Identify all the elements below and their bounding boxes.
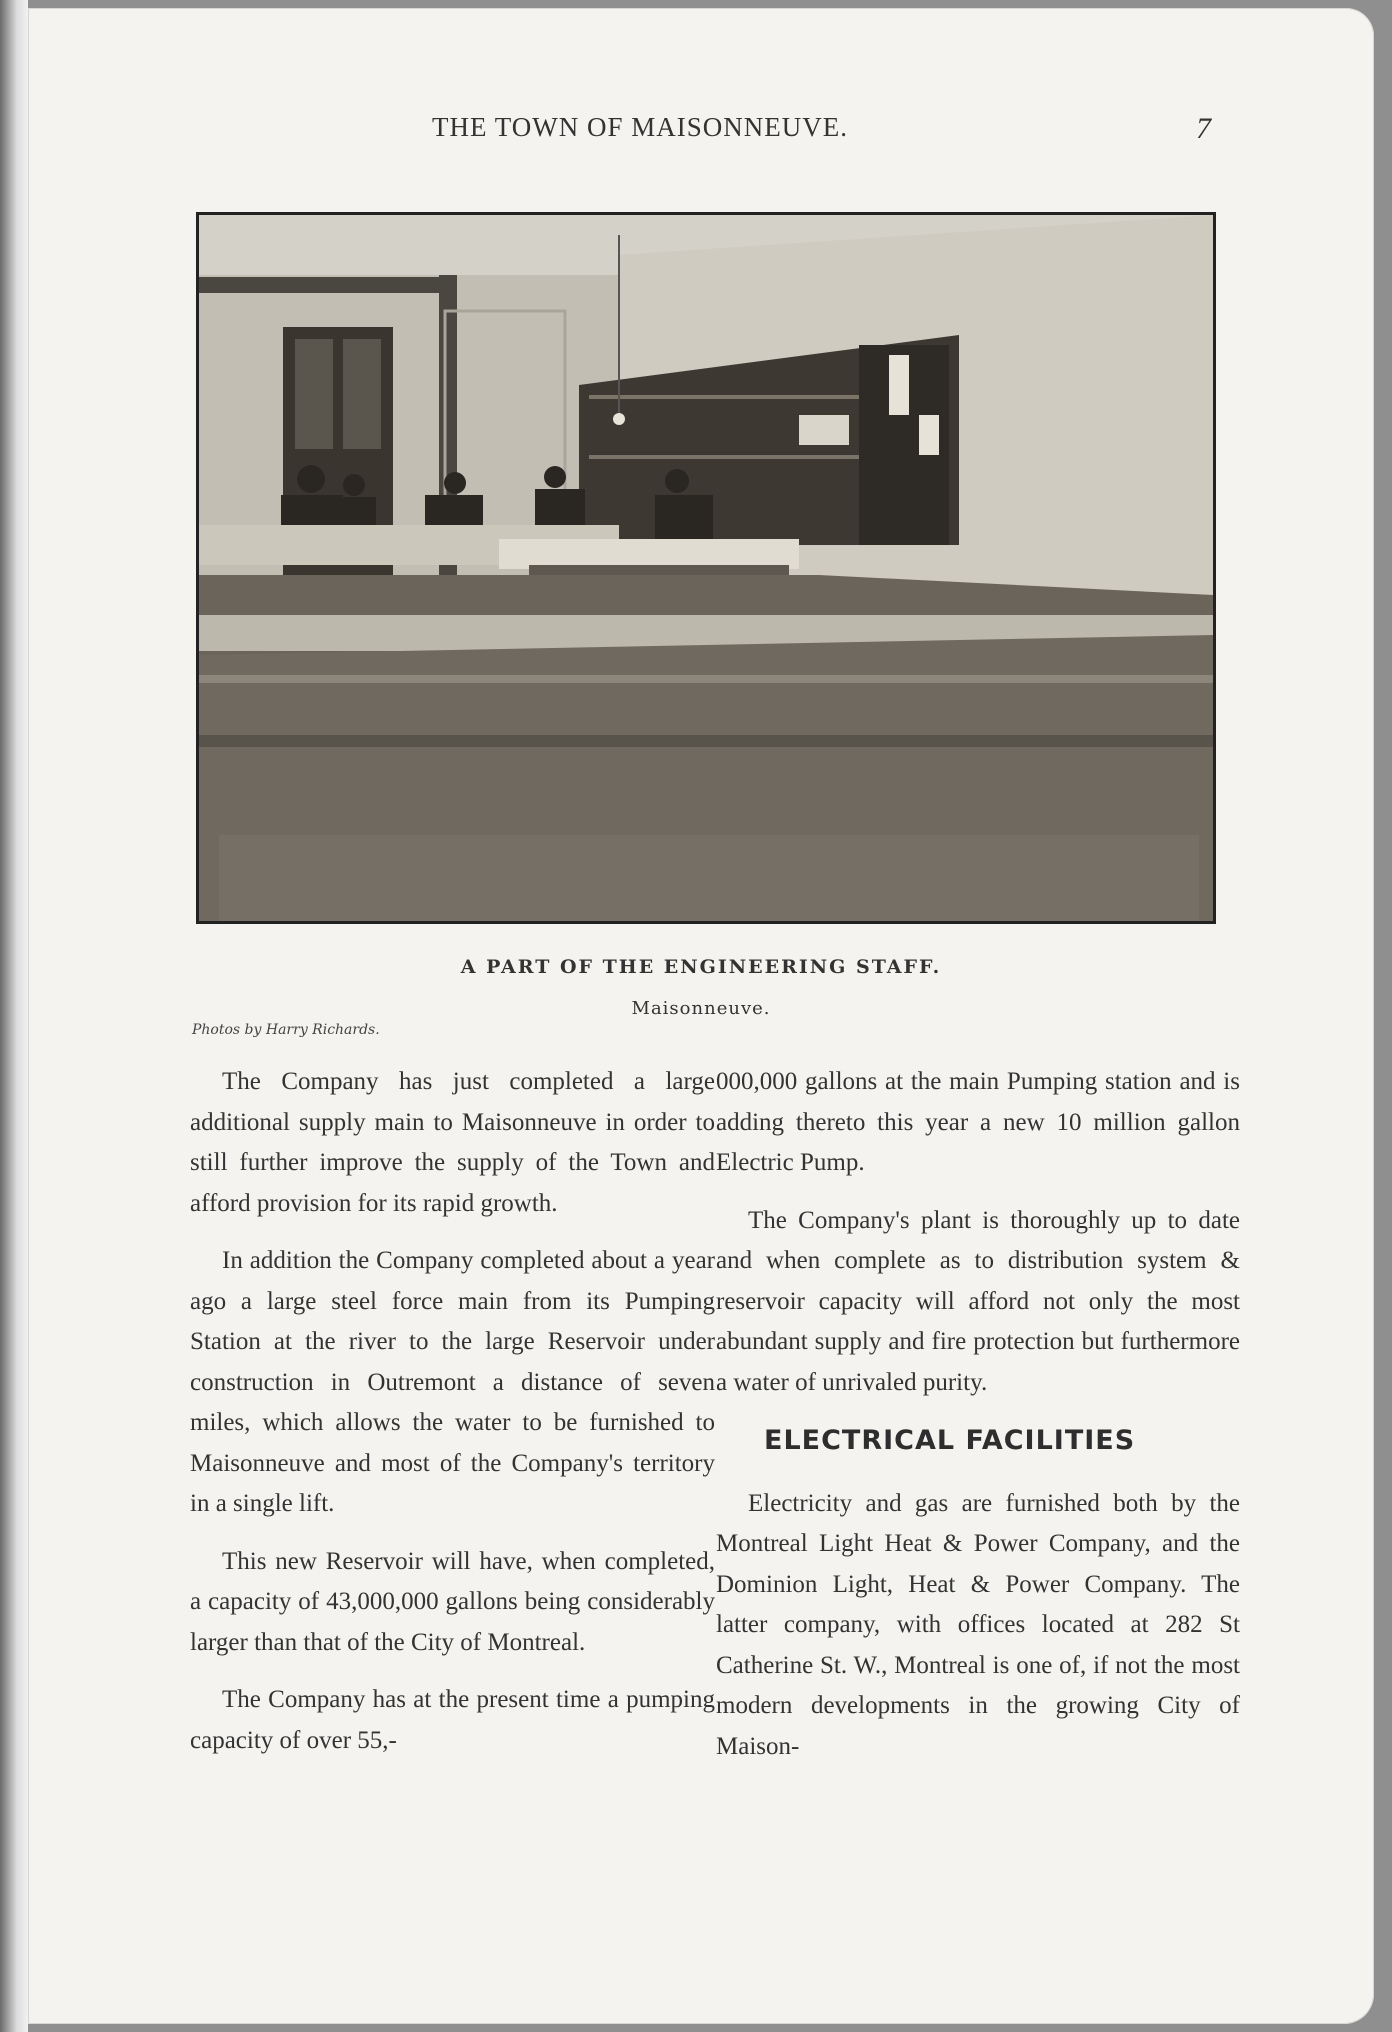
paragraph: The Company's plant is thoroughly up to date and when complete as to distribution system & reservoir capacity will afford not only the most abundant supply and fire protection but furthermore a water of unrivaled purity. (716, 1206, 1240, 1396)
paragraph: The Company has just completed a large additional supply main to Maisonneuve in order to still further improve the supply of the Town and afford provision for its rapid growth. (190, 1068, 715, 1217)
book-page (28, 8, 1374, 2024)
paragraph: The Company has at the present time a pumping capacity of over 55,- (190, 1686, 715, 1754)
paragraph-continuation: 000,000 gallons at the main Pumping station and is adding thereto this year a new 10 million gallon Electric Pump. (716, 1068, 1240, 1176)
paragraph: In addition the Company completed about a year ago a large steel force main from its Pumping Station at the river to the large Reservoir under construction in Outremont a distance of seven miles, which allows the water to be furnished to Maisonneuve and most of the Company's territory in a single lift. (190, 1247, 715, 1517)
caption-title: A PART OF THE ENGINEERING STAFF. (460, 956, 942, 978)
running-head (28, 112, 1374, 152)
running-title: THE TOWN OF MAISONNEUVE. (432, 112, 848, 142)
left-column (190, 1062, 715, 1778)
section-heading: ELECTRICAL FACILITIES (764, 1425, 1136, 1456)
page-number: 7 (1196, 112, 1212, 145)
photo-illustration (199, 215, 1213, 921)
previous-page-edge (0, 0, 28, 2032)
caption-location: Maisonneuve. (631, 998, 771, 1019)
engineering-staff-photo (196, 212, 1216, 924)
paragraph: Electricity and gas are furnished both by the Montreal Light Heat & Power Company, and the Dominion Light, Heat & Power Company. The latter company, with offices located at 282 St Catherine St. W., Montreal is one of, if not the most modern developments in the growing City of Maison- (716, 1489, 1240, 1760)
photo-credit: Photos by Harry Richards. (192, 1022, 380, 1038)
paragraph: This new Reservoir will have, when completed, a capacity of 43,000,000 gallons being considerably larger than that of the City of Montreal. (190, 1547, 715, 1656)
right-column (716, 1062, 1240, 1784)
